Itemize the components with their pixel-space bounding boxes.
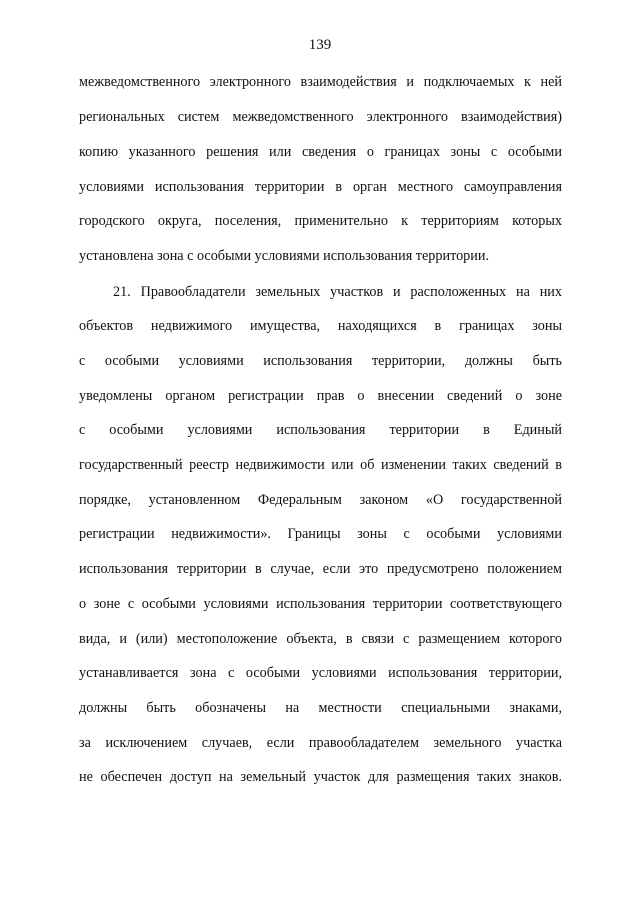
text-line: порядке, установленном Федеральным законом «О государственной xyxy=(79,492,562,508)
text-line: вида, и (или) местоположение объекта, в связи с размещением которого xyxy=(79,631,562,647)
text-line: с особыми условиями использования территории в Единый xyxy=(79,422,562,438)
text-line: должны быть обозначены на местности специальными знаками, xyxy=(79,700,562,716)
text-line: государственный реестр недвижимости или об изменении таких сведений в xyxy=(79,457,562,473)
text-line: межведомственного электронного взаимодействия и подключаемых к ней xyxy=(79,74,562,90)
text-line: устанавливается зона с особыми условиями использования территории, xyxy=(79,665,562,681)
text-line: регистрации недвижимости». Границы зоны с особыми условиями xyxy=(79,526,562,542)
text-line: о зоне с особыми условиями использования территории соответствующего xyxy=(79,596,562,612)
page-number: 139 xyxy=(308,37,332,53)
text-line: региональных систем межведомственного электронного взаимодействия) xyxy=(79,109,562,125)
text-line: объектов недвижимого имущества, находящихся в границах зоны xyxy=(79,318,562,334)
text-line: 21. Правообладатели земельных участков и расположенных на них xyxy=(113,284,562,300)
text-line: городского округа, поселения, применительно к территориям которых xyxy=(79,213,562,229)
text-line: не обеспечен доступ на земельный участок для размещения таких знаков. xyxy=(79,769,562,785)
text-line: использования территории в случае, если это предусмотрено положением xyxy=(79,561,562,577)
text-line: условиями использования территории в орган местного самоуправления xyxy=(79,179,562,195)
text-line: за исключением случаев, если правообладателем земельного участка xyxy=(79,735,562,751)
text-line: уведомлены органом регистрации прав о внесении сведений о зоне xyxy=(79,388,562,404)
text-line: установлена зона с особыми условиями использования территории. xyxy=(79,248,490,264)
text-line: копию указанного решения или сведения о границах зоны с особыми xyxy=(79,144,562,160)
text-line: с особыми условиями использования территории, должны быть xyxy=(79,353,562,369)
